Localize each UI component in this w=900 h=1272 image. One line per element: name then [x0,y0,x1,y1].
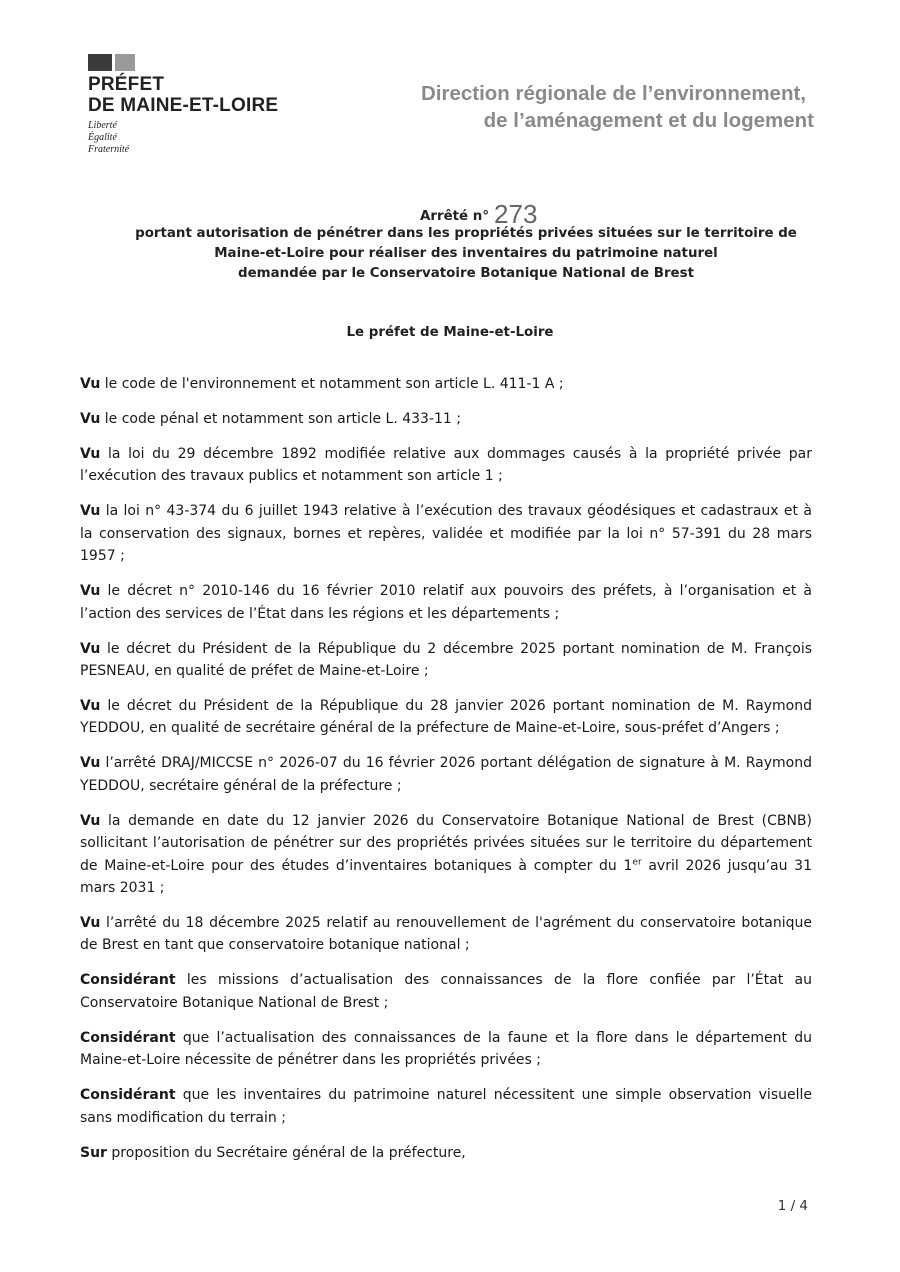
paragraph-vu [80,695,812,740]
marianne-icon [88,54,278,71]
arrete-subject [80,224,852,284]
paragraph-text: le code de l'environnement et notamment son article L. 411-1 A ; [100,376,564,392]
paragraph-vu [80,443,812,488]
page-number: 1 / 4 [777,1198,808,1214]
paragraph-lead: Vu [80,446,101,462]
prefecture-name-line1: PRÉFET [88,74,165,95]
subject-line: demandée par le Conservatoire Botanique National de Brest [237,266,694,281]
authority-heading: Le préfet de Maine-et-Loire [346,325,554,340]
paragraph-lead: Vu [80,698,101,715]
paragraph-sur [80,1142,812,1164]
paragraph-vu [80,500,812,567]
paragraph-vu [80,810,812,900]
paragraph-vu [80,912,812,957]
paragraph-text: le décret du Président de la République du 2 décembre 2025 portant nomination de M. François PESNEAU, en qualité de préfet de Maine-et-Loire ; [80,640,812,680]
paragraph-vu [80,638,812,683]
paragraph-lead: Sur [80,1144,107,1161]
paragraph-text: la loi du 29 décembre 1892 modifiée relative aux dommages causés à la propriété privée par l’exécution des travaux publics et notamment son article 1 ; [80,446,812,485]
direction-line1: Direction régionale de l’environnement, [420,82,806,105]
motto-egalite: Égalité [88,132,117,143]
paragraph-text: avril 2026 jusqu’au 31 mars 2031 ; [80,857,812,897]
subject-line: Maine-et-Loire pour réaliser des inventaires du patrimoine naturel [214,246,718,261]
paragraph-lead: Considérant [80,972,176,989]
paragraph-text: l’arrêté DRAJ/MICCSE n° 2026-07 du 16 février 2026 portant délégation de signature à M. Raymond YEDDOU, secrétaire général de la préfecture ; [80,755,812,794]
paragraph-lead: Considérant [80,1087,176,1104]
paragraph-lead: Vu [80,915,101,932]
paragraph-text: que l’actualisation des connaissances de la faune et la flore dans le département du Maine-et-Loire nécessite de pénétrer dans les propriétés privées ; [80,1029,812,1069]
motto-fraternite: Fraternité [88,144,130,155]
paragraph-text: l’arrêté du 18 décembre 2025 relatif au renouvellement de l'agrément du conservatoire botanique de Brest en tant que conservatoire botanique national ; [80,915,812,954]
handwritten-number: 273 [494,199,538,229]
paragraph-text: le décret du Président de la République du 28 janvier 2026 portant nomination de M. Raymond YEDDOU, en qualité de secrétaire général de la préfecture de Maine-et-Loire, sous-préfet d’Angers ; [80,698,812,737]
prefecture-name-line2: DE MAINE-ET-LOIRE [88,95,279,116]
superscript: er [632,857,642,867]
paragraph-text: les missions d’actualisation des connaissances de la flore confiée par l’État au Conservatoire Botanique National de Brest ; [80,972,812,1011]
arrete-number [420,196,537,227]
prefecture-logo [88,54,278,156]
subject-line: portant autorisation de pénétrer dans les propriétés privées situées sur le territoire de [135,226,797,241]
paragraph-lead: Vu [80,503,101,520]
republic-motto [88,120,278,156]
motto-liberte: Liberté [88,120,117,131]
paragraph-vu [80,580,812,625]
document-body [80,373,812,1177]
paragraph-lead: Vu [80,583,101,600]
paragraph-considérant [80,1084,812,1129]
direction-header [421,80,814,134]
paragraph-lead: Vu [80,411,101,427]
paragraph-text: la loi n° 43-374 du 6 juillet 1943 relative à l’exécution des travaux géodésiques et cadastraux et à la conservation des signaux, bornes et repères, validée et modifiée par la loi n° 57-391 du 28 mars 1957 ; [80,503,812,565]
paragraph-vu [80,408,812,430]
paragraph-text: proposition du Secrétaire général de la préfecture, [106,1144,466,1161]
paragraph-text: le code pénal et notamment son article L. 433-11 ; [100,411,461,427]
paragraph-vu [80,752,812,797]
paragraph-considérant [80,1027,812,1072]
paragraph-lead: Vu [80,812,101,829]
paragraph-vu [80,373,812,395]
direction-line2: de l’aménagement et du logement [483,109,814,132]
paragraph-text: que les inventaires du patrimoine naturel nécessitent une simple observation visuelle sans modification du terrain ; [80,1087,812,1126]
paragraph-lead: Vu [80,640,101,657]
paragraph-text: le décret n° 2010-146 du 16 février 2010 relatif aux pouvoirs des préfets, à l’organisation et à l’action des services de l’État dans les régions et les départements ; [80,583,812,622]
paragraph-text: la demande en date du 12 janvier 2026 du Conservatoire Botanique National de Brest (CBNB) sollicitant l’autorisation de pénétrer sur des propriétés privées situées sur le territoire du département de Maine-et-Loire pour des études d’inventaires botaniques à compter du 1 [80,812,812,874]
paragraph-lead: Vu [80,376,101,392]
paragraph-lead: Vu [80,755,101,772]
paragraph-considérant [80,969,812,1014]
paragraph-lead: Considérant [80,1029,176,1046]
arrete-label: Arrêté n° [420,209,490,224]
